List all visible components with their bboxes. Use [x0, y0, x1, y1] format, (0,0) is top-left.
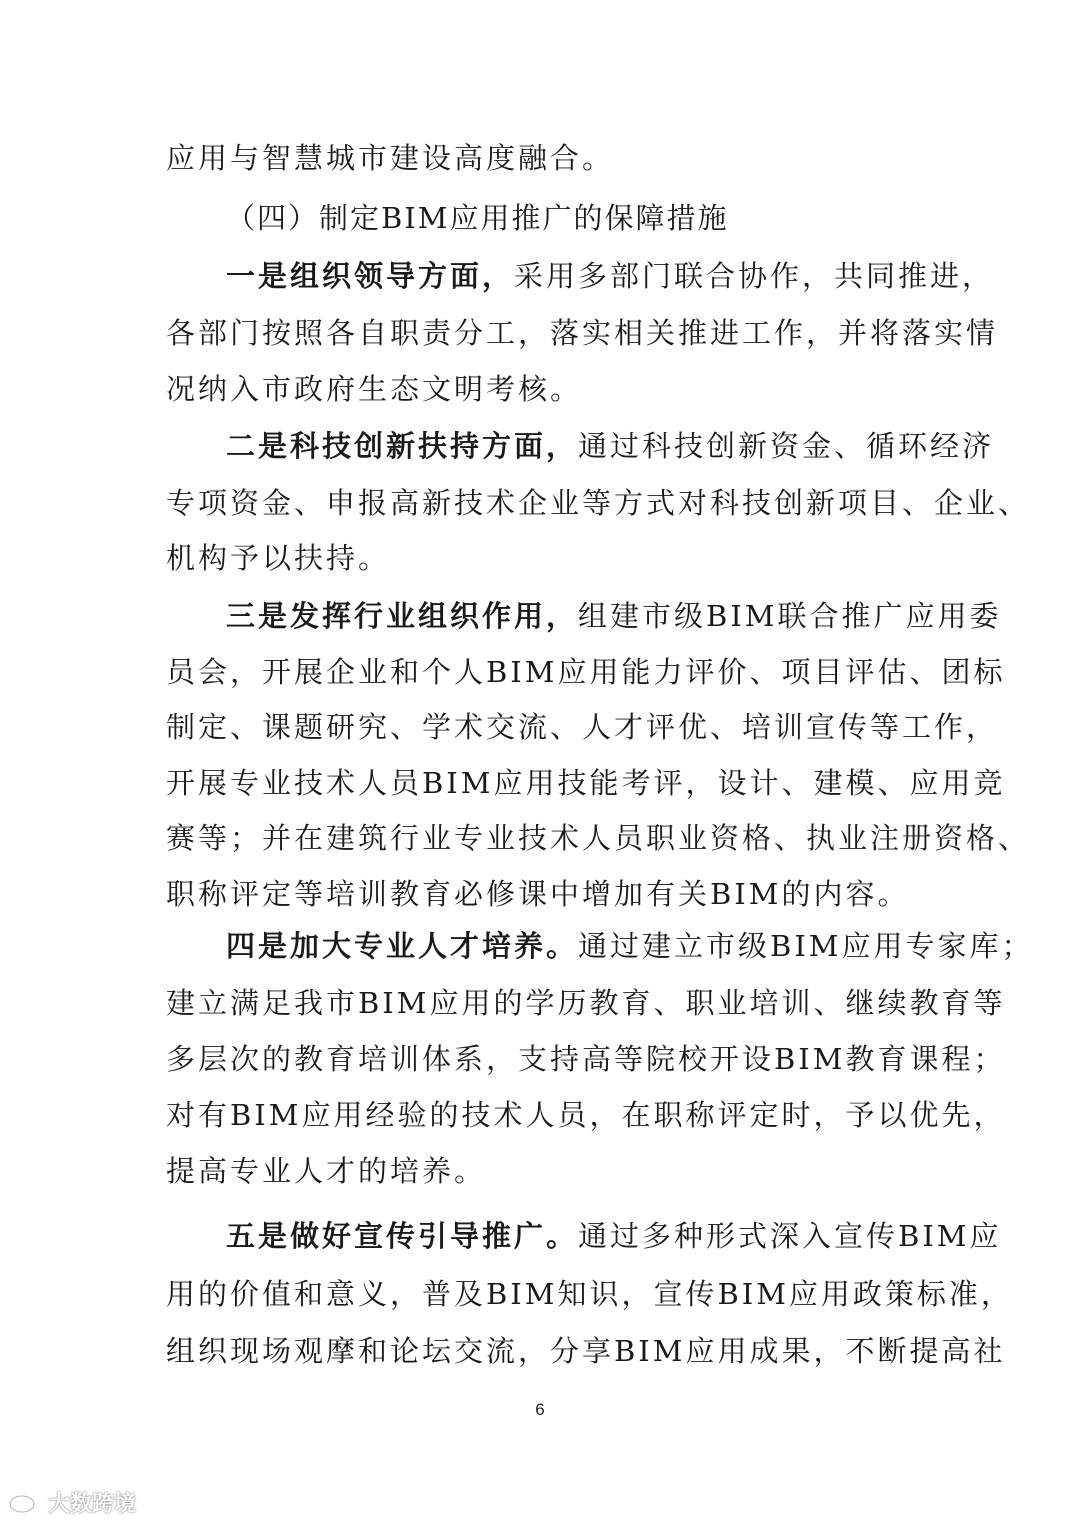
watermark: [8, 1488, 136, 1516]
paragraph-line: [166, 983, 1006, 1023]
line-text: 机构予以扶持。: [166, 541, 391, 575]
line-text: 组建市级BIM联合推广应用委: [578, 599, 1002, 633]
section-heading: [226, 198, 926, 238]
line-text: 组织现场观摩和论坛交流，分享BIM应用成果，不断提高社: [166, 1334, 1006, 1368]
heading-text: （四）制定BIM应用推广的保障措施: [226, 201, 729, 235]
watermark-text: 大数跨境: [48, 1491, 137, 1517]
line-text: 对有BIM应用经验的技术人员，在职称评定时，予以优先，: [166, 1098, 1006, 1132]
line-text: 应用与智慧城市建设高度融合。: [166, 141, 615, 175]
line-text: 职称评定等培训教育必修课中增加有关BIM的内容。: [166, 877, 910, 911]
paragraph-line: [166, 1039, 1006, 1079]
paragraph-line: [226, 926, 1034, 966]
line-text: 用的价值和意义，普及BIM知识，宣传BIM应用政策标准，: [166, 1277, 1013, 1311]
paragraph-line: [166, 1274, 1013, 1314]
line-text: 员会，开展企业和个人BIM应用能力评价、项目评估、团标: [166, 655, 1006, 689]
paragraph-line: [166, 483, 1031, 523]
paragraph-line: [166, 1331, 1006, 1371]
paragraph-line: [166, 138, 926, 178]
line-text: 采用多部门联合协作，共同推进，: [514, 259, 995, 293]
paragraph-lead: 一是组织领导方面，: [226, 259, 515, 293]
paragraph-line: [226, 596, 1002, 636]
paragraph-line: [166, 818, 1031, 858]
line-text: 通过建立市级BIM应用专家库；: [578, 929, 1034, 963]
line-text: 多层次的教育培训体系，支持高等院校开设BIM教育课程；: [166, 1042, 1006, 1076]
line-text: 建立满足我市BIM应用的学历教育、职业培训、继续教育等: [166, 986, 1006, 1020]
line-text: 通过科技创新资金、循环经济: [578, 429, 995, 463]
paragraph-line: [166, 763, 1006, 803]
paragraph-line: [166, 1151, 926, 1191]
paragraph-line: [166, 369, 926, 409]
line-text: 提高专业人才的培养。: [166, 1154, 487, 1188]
paragraph-line: [226, 1216, 1002, 1256]
line-text: 开展专业技术人员BIM应用技能考评，设计、建模、应用竞: [166, 766, 1006, 800]
line-text: 赛等；并在建筑行业专业技术人员职业资格、执业注册资格、: [166, 821, 1031, 855]
paragraph-line: [226, 256, 995, 296]
paragraph-lead: 四是加大专业人才培养。: [226, 929, 579, 963]
line-text: 制定、课题研究、学术交流、人才评优、培训宣传等工作，: [166, 710, 999, 744]
line-text: 各部门按照各自职责分工，落实相关推进工作，并将落实情: [166, 316, 999, 350]
line-text: 况纳入市政府生态文明考核。: [166, 372, 583, 406]
paragraph-line: [166, 538, 926, 578]
paragraph-line: [226, 426, 995, 466]
weibo-logo-icon: [8, 1490, 42, 1514]
paragraph-line: [166, 874, 926, 914]
paragraph-line: [166, 313, 999, 353]
line-text: 专项资金、申报高新技术企业等方式对科技创新项目、企业、: [166, 486, 1031, 520]
paragraph-lead: 三是发挥行业组织作用，: [226, 599, 579, 633]
line-text: 通过多种形式深入宣传BIM应: [578, 1219, 1002, 1253]
paragraph-line: [166, 707, 999, 747]
page-number: 6: [535, 1400, 545, 1419]
paragraph-line: [166, 652, 1006, 692]
paragraph-lead: 五是做好宣传引导推广。: [226, 1219, 579, 1253]
paragraph-lead: 二是科技创新扶持方面，: [226, 429, 579, 463]
paragraph-line: [166, 1095, 1006, 1135]
